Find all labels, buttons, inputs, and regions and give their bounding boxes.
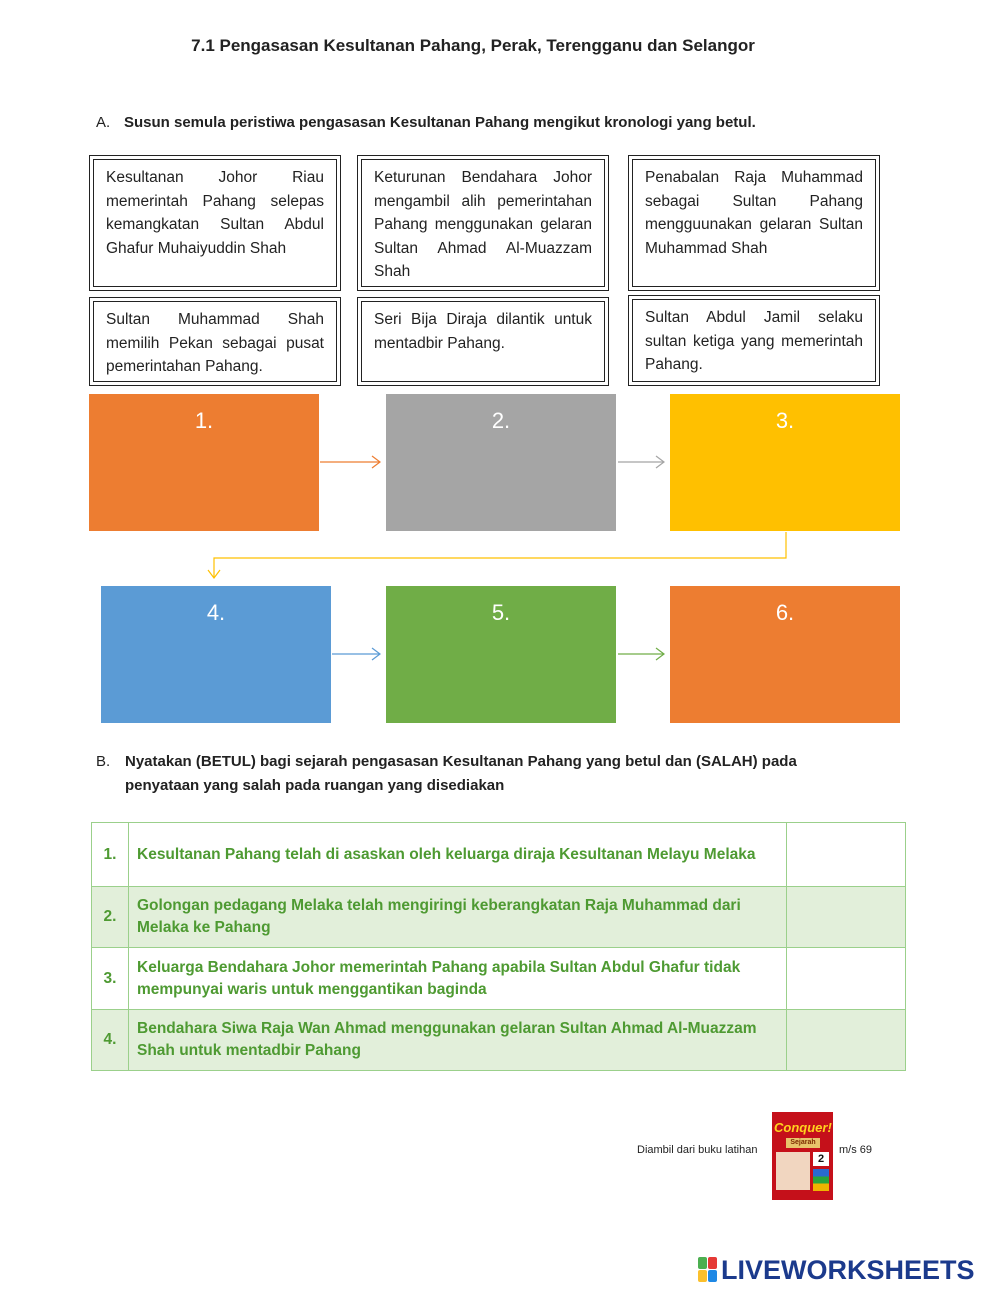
liveworksheets-logo: [698, 1254, 975, 1286]
event-card-6-text: Sultan Abdul Jamil selaku sultan ketiga yang memerintah Pahang.: [632, 299, 876, 382]
source-credit: Diambil dari buku latihan: [637, 1144, 758, 1156]
row-statement: Golongan pedagang Melaka telah mengiringi keberangkatan Raja Muhammad dari Melaka ke Pahang: [129, 887, 787, 948]
row-number: 1.: [92, 823, 129, 887]
table-row: [92, 823, 906, 887]
answer-box-6-label: 6.: [775, 600, 795, 625]
arrow-2-to-3: [618, 456, 664, 468]
row-statement: Bendahara Siwa Raja Wan Ahmad menggunakan gelaran Sultan Ahmad Al-Muazzam Shah untuk mentadbir Pahang: [129, 1010, 787, 1071]
book-cover-subject: Sejarah: [786, 1138, 820, 1148]
table-row: [92, 887, 906, 948]
answer-box-6[interactable]: [670, 586, 900, 723]
page-reference: m/s 69: [839, 1144, 873, 1156]
book-cover-illustration: [776, 1152, 810, 1190]
book-cover-title: Conquer!: [774, 1120, 832, 1135]
row-statement: Kesultanan Pahang telah di asaskan oleh keluarga diraja Kesultanan Melayu Melaka: [129, 823, 787, 887]
answer-box-5-label: 5.: [491, 600, 511, 625]
answer-box-1[interactable]: [89, 394, 319, 531]
answer-cell-4[interactable]: [787, 1010, 906, 1071]
row-number: 3.: [92, 948, 129, 1010]
answer-cell-2[interactable]: [787, 887, 906, 948]
answer-cell-3[interactable]: [787, 948, 906, 1010]
answer-cell-1[interactable]: [787, 823, 906, 887]
answer-box-2-label: 2.: [491, 408, 511, 433]
section-b-letter: B.: [96, 753, 111, 770]
answer-box-4-label: 4.: [206, 600, 226, 625]
book-cover-stripes: [813, 1169, 829, 1191]
table-row: [92, 948, 906, 1010]
section-b-text: Nyatakan (BETUL) bagi sejarah pengasasan Kesultanan Pahang yang betul dan (SALAH) pada penyataan yang salah pada ruangan yang disediakan: [125, 753, 797, 794]
section-b-instruction: [96, 750, 836, 800]
arrow-5-to-6: [618, 648, 664, 660]
event-card-5-text: Seri Bija Diraja dilantik untuk mentadbir Pahang.: [361, 301, 605, 382]
row-number: 4.: [92, 1010, 129, 1071]
book-cover-image: [772, 1112, 833, 1200]
row-number: 2.: [92, 887, 129, 948]
event-card-1-text: Kesultanan Johor Riau memerintah Pahang selepas kemangkatan Sultan Abdul Ghafur Muhaiyuddin Shah: [93, 159, 337, 287]
section-a-text: Susun semula peristiwa pengasasan Kesultanan Pahang mengikut kronologi yang betul.: [124, 114, 756, 131]
arrow-1-to-2: [320, 456, 380, 468]
table-row: [92, 1010, 906, 1071]
section-a-letter: A.: [96, 114, 111, 131]
answer-box-4[interactable]: [101, 586, 331, 723]
liveworksheets-mark-icon: [698, 1257, 718, 1283]
arrow-3-to-4: [208, 532, 786, 578]
answer-box-5[interactable]: [386, 586, 616, 723]
event-card-2-text: Keturunan Bendahara Johor mengambil alih pemerintahan Pahang menggunakan gelaran Sultan Ahmad Al-Muazzam Shah: [361, 159, 605, 287]
answer-box-3-label: 3.: [775, 408, 795, 433]
book-cover-level: 2: [813, 1152, 829, 1166]
row-statement: Keluarga Bendahara Johor memerintah Pahang apabila Sultan Abdul Ghafur tidak mempunyai waris untuk menggantikan baginda: [129, 948, 787, 1010]
answer-box-2[interactable]: [386, 394, 616, 531]
liveworksheets-wordmark: LIVEWORKSHEETS: [721, 1254, 975, 1285]
answer-box-1-label: 1.: [194, 408, 214, 433]
event-card-4-text: Sultan Muhammad Shah memilih Pekan sebagai pusat pemerintahan Pahang.: [93, 301, 337, 382]
worksheet-title: 7.1 Pengasasan Kesultanan Pahang, Perak, Terengganu dan Selangor: [191, 36, 755, 55]
arrow-4-to-5: [332, 648, 380, 660]
event-card-3-text: Penabalan Raja Muhammad sebagai Sultan Pahang mengguunakan gelaran Sultan Muhammad Shah: [632, 159, 876, 287]
answer-box-3[interactable]: [670, 394, 900, 531]
true-false-table: [91, 822, 906, 1071]
